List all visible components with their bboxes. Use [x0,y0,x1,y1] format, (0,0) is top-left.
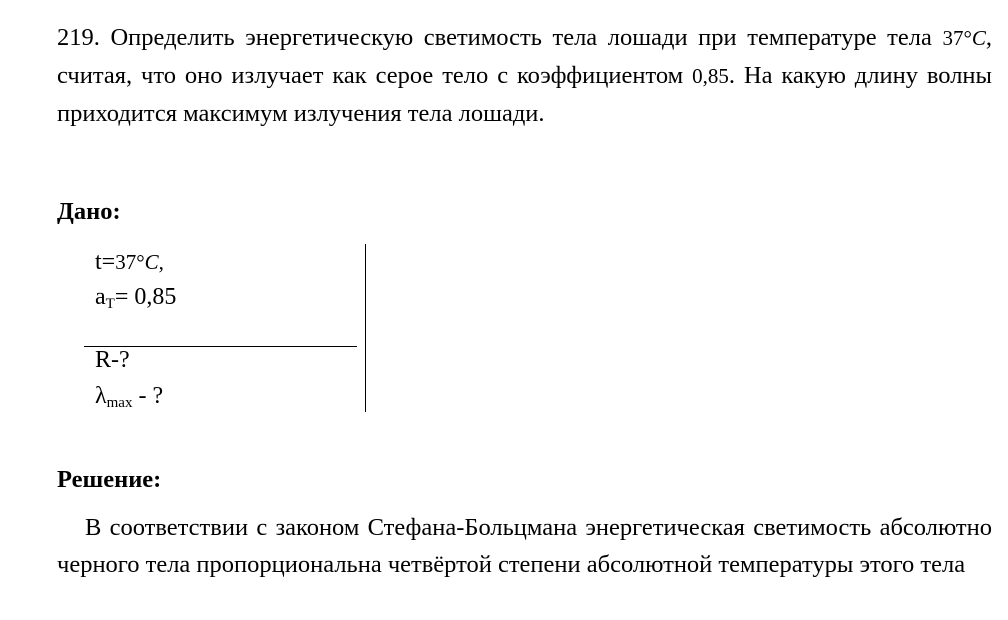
celsius-unit: C [971,26,986,50]
temperature-formula [942,26,985,50]
find-radiance: R-? [95,347,130,373]
problem-text-start: 219. Определить энергетическую светимость тела лошади при температуре тела [57,24,943,51]
problem-text-end: . На какую длину волны приходится максимум излучения тела лошади. [57,62,993,127]
given-temperature [95,247,164,277]
given-heading: Дано: [57,198,121,225]
given-temperature-value: 37 [115,250,137,274]
lambda-subscript: max [106,395,133,411]
given-temperature-suffix: , [158,250,164,274]
given-divider-vertical [365,244,366,412]
lambda-symbol: λ [95,383,107,409]
given-temperature-label: t= [95,249,116,275]
solution-heading: Решение: [57,466,162,493]
given-temperature-formula [115,250,164,274]
solution-text: В соответствии с законом Стефана-Больцмана энергетическая светимость абсолютно черного тела пропорциональна четвёртой степени абсолютной температуры этого тела [57,514,992,578]
find-wavelength [95,381,163,411]
given-coefficient-subscript: T [105,296,115,312]
problem-statement [57,19,992,132]
problem-text-middle: , считая, что оно излучает как серое тело с коэффициентом [57,24,992,89]
given-coefficient-symbol: a [95,284,106,310]
degree-symbol: ° [963,26,972,50]
given-degree-symbol: ° [136,250,145,274]
given-divider-horizontal [84,346,357,347]
given-celsius-unit: C [144,250,159,274]
given-coefficient-value: = 0,85 [114,284,177,310]
find-wavelength-suffix: - ? [132,383,164,409]
given-coefficient [95,282,176,312]
temperature-value: 37 [942,26,964,50]
coefficient-value: 0,85 [692,64,729,88]
